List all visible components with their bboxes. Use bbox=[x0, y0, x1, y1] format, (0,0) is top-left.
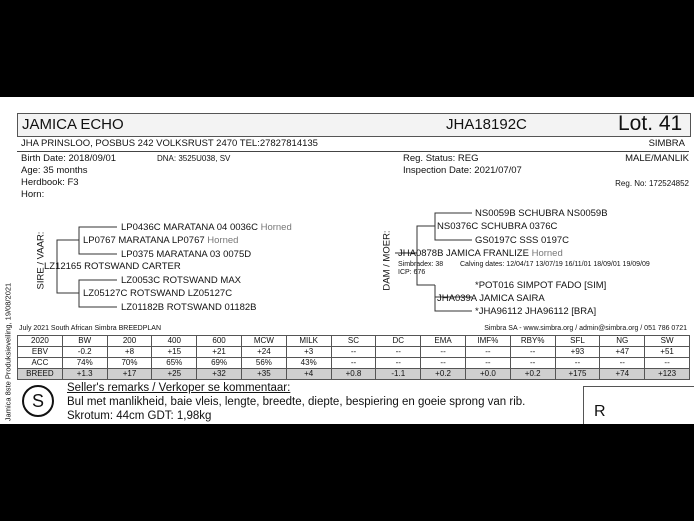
animal-name: JAMICA ECHO bbox=[22, 116, 124, 133]
sire-dam-dam: LZ01182B ROTSWAND 01182B bbox=[121, 302, 257, 313]
ebv-header-cell: NG bbox=[600, 336, 645, 347]
sire-sire-sire bbox=[121, 222, 292, 233]
ebv-cell: +47 bbox=[600, 347, 645, 358]
breed-cell: +175 bbox=[555, 369, 600, 380]
acc-cell: -- bbox=[510, 358, 555, 369]
breedplan-label: July 2021 South African Simbra BREEDPLAN bbox=[19, 325, 162, 332]
dam-sire-dam: GS0197C SSS 0197C bbox=[475, 235, 570, 246]
breed-cell: +123 bbox=[645, 369, 690, 380]
remarks-line-2: Skrotum: 44cm GDT: 1,98kg bbox=[67, 410, 212, 422]
ebv-cell: -- bbox=[331, 347, 376, 358]
herdbook-text: Herdbook: F3 bbox=[21, 177, 79, 188]
sidebar-text: Jamica 8ste Produksieveiling, 19/08/2021 bbox=[3, 282, 13, 422]
ebv-header-cell: MILK bbox=[286, 336, 331, 347]
sire-name: LZ12165 ROTSWAND CARTER bbox=[44, 261, 181, 272]
breed-cell: +25 bbox=[152, 369, 197, 380]
sire-sire-sire-horned: Horned bbox=[260, 222, 292, 233]
animal-reg-code: JHA18192C bbox=[446, 116, 527, 133]
pedigree-lines bbox=[17, 113, 691, 333]
ebv-header-cell: 200 bbox=[107, 336, 152, 347]
acc-cell: -- bbox=[331, 358, 376, 369]
remarks-line-1: Bul met manlikheid, baie vleis, lengte, breedte, diepte, bespiering en goeie sprong van rib. bbox=[67, 396, 526, 408]
ebv-cell: +24 bbox=[241, 347, 286, 358]
sire-sire-horned: Horned bbox=[207, 235, 239, 246]
dam-icp: ICP: 676 bbox=[398, 269, 426, 276]
acc-cell: -- bbox=[555, 358, 600, 369]
acc-cell: 56% bbox=[241, 358, 286, 369]
ebv-cell: -- bbox=[421, 347, 466, 358]
breed-cell: +35 bbox=[241, 369, 286, 380]
sire-dam-sire: LZ0053C ROTSWAND MAX bbox=[121, 275, 242, 286]
sidebar-caption bbox=[2, 282, 14, 422]
dam-sire-sire: NS0059B SCHUBRA NS0059B bbox=[475, 208, 608, 219]
ebv-header-cell: EMA bbox=[421, 336, 466, 347]
ebv-cell: +8 bbox=[107, 347, 152, 358]
price-box bbox=[583, 386, 694, 424]
breed-cell: BREED bbox=[18, 369, 63, 380]
owner-text: JHA PRINSLOO, POSBUS 242 VOLKSRUST 2470 TEL:27827814135 bbox=[21, 138, 318, 149]
acc-cell: 74% bbox=[62, 358, 107, 369]
acc-row bbox=[18, 358, 690, 369]
acc-cell: 43% bbox=[286, 358, 331, 369]
sire-dam: LZ05127C ROTSWAND LZ05127C bbox=[83, 288, 233, 299]
ebv-cell: -- bbox=[510, 347, 555, 358]
breedplan-contact: Simbra SA - www.simbra.org / admin@simbra.org / 051 786 0721 bbox=[484, 325, 687, 332]
catalogue-sheet bbox=[0, 97, 694, 424]
lot-number: Lot. 41 bbox=[618, 112, 683, 135]
acc-cell: -- bbox=[376, 358, 421, 369]
ebv-header-cell: SC bbox=[331, 336, 376, 347]
ebv-cell: EBV bbox=[18, 347, 63, 358]
ebv-header-cell: DC bbox=[376, 336, 421, 347]
breed-cell: +1.3 bbox=[62, 369, 107, 380]
breed-cell: +74 bbox=[600, 369, 645, 380]
ebv-cell: -0.2 bbox=[62, 347, 107, 358]
breed-row bbox=[18, 369, 690, 380]
dam-dam-sire: *POT016 SIMPOT FADO [SIM] bbox=[475, 280, 607, 291]
ebv-header-cell: MCW bbox=[241, 336, 286, 347]
ebv-header-row bbox=[18, 336, 690, 347]
ebv-header-cell: 2020 bbox=[18, 336, 63, 347]
remarks-heading: Seller's remarks / Verkoper se kommentaar: bbox=[67, 382, 291, 394]
inspection-date: Inspection Date: 2021/07/07 bbox=[403, 165, 522, 176]
sire-sire-text: LP0767 MARATANA LP0767 bbox=[83, 235, 205, 246]
sire-sire bbox=[83, 235, 238, 246]
breed-cell: +0.2 bbox=[421, 369, 466, 380]
acc-cell: ACC bbox=[18, 358, 63, 369]
lot-card bbox=[17, 113, 691, 424]
ebv-cell: +93 bbox=[555, 347, 600, 358]
dam-simbradex: Simbradex: 38 bbox=[398, 261, 444, 268]
breed-cell: +17 bbox=[107, 369, 152, 380]
ebv-cell: +15 bbox=[152, 347, 197, 358]
dam-dam: JHA039A JAMICA SAIRA bbox=[437, 293, 545, 304]
dam-label: DAM / MOER: bbox=[381, 230, 393, 291]
ebv-header-cell: BW bbox=[62, 336, 107, 347]
reg-status: Reg. Status: REG bbox=[403, 153, 479, 164]
acc-cell: 69% bbox=[197, 358, 242, 369]
ebv-table bbox=[17, 335, 690, 380]
ebv-cell: -- bbox=[465, 347, 510, 358]
ebv-row bbox=[18, 347, 690, 358]
dam-horned: Horned bbox=[531, 248, 563, 259]
sire-label: SIRE / VAAR: bbox=[35, 231, 47, 290]
age-text: Age: 35 months bbox=[21, 165, 88, 176]
breed-cell: -1.1 bbox=[376, 369, 421, 380]
reg-number: Reg. No: 172524852 bbox=[615, 179, 689, 188]
acc-cell: -- bbox=[645, 358, 690, 369]
horn-text: Horn: bbox=[21, 189, 45, 200]
breed-cell: +32 bbox=[197, 369, 242, 380]
breed-cell: +0.0 bbox=[465, 369, 510, 380]
ebv-header-cell: 400 bbox=[152, 336, 197, 347]
breed-cell: +4 bbox=[286, 369, 331, 380]
acc-cell: -- bbox=[600, 358, 645, 369]
ebv-cell: +3 bbox=[286, 347, 331, 358]
birth-date: Birth Date: 2018/09/01 bbox=[21, 153, 117, 164]
breed-text: SIMBRA bbox=[648, 138, 685, 149]
acc-cell: 65% bbox=[152, 358, 197, 369]
ebv-table-wrap bbox=[17, 335, 690, 380]
dam-sire: NS0376C SCHUBRA 0376C bbox=[437, 221, 558, 232]
ebv-header-cell: 600 bbox=[197, 336, 242, 347]
sire-sire-sire-text: LP0436C MARATANA 04 0036C bbox=[121, 222, 258, 233]
dam-name bbox=[398, 248, 563, 259]
ebv-cell: +51 bbox=[645, 347, 690, 358]
sex-text: MALE/MANLIK bbox=[625, 153, 689, 164]
acc-cell: -- bbox=[421, 358, 466, 369]
breed-cell: +0.8 bbox=[331, 369, 376, 380]
ebv-header-cell: RBY% bbox=[510, 336, 555, 347]
ebv-header-cell: SFL bbox=[555, 336, 600, 347]
ebv-cell: +21 bbox=[197, 347, 242, 358]
breed-cell: +0.2 bbox=[510, 369, 555, 380]
acc-cell: 70% bbox=[107, 358, 152, 369]
acc-cell: -- bbox=[465, 358, 510, 369]
price-box-label: R bbox=[594, 403, 606, 420]
ebv-cell: -- bbox=[376, 347, 421, 358]
sire-sire-dam: LP0375 MARATANA 03 0075D bbox=[121, 249, 252, 260]
dam-name-text: JHA0878B JAMICA FRANLIZE bbox=[398, 248, 529, 259]
dam-calving-dates: Calving dates: 12/04/17 13/07/19 16/11/01 18/09/01 19/09/09 bbox=[460, 261, 650, 268]
dna-text: DNA: 3525U038, SV bbox=[157, 154, 231, 163]
ebv-header-cell: IMF% bbox=[465, 336, 510, 347]
dam-dam-dam: *JHA96112 JHA96112 [BRA] bbox=[475, 306, 597, 317]
simbra-logo-icon: S bbox=[22, 385, 54, 417]
ebv-header-cell: SW bbox=[645, 336, 690, 347]
